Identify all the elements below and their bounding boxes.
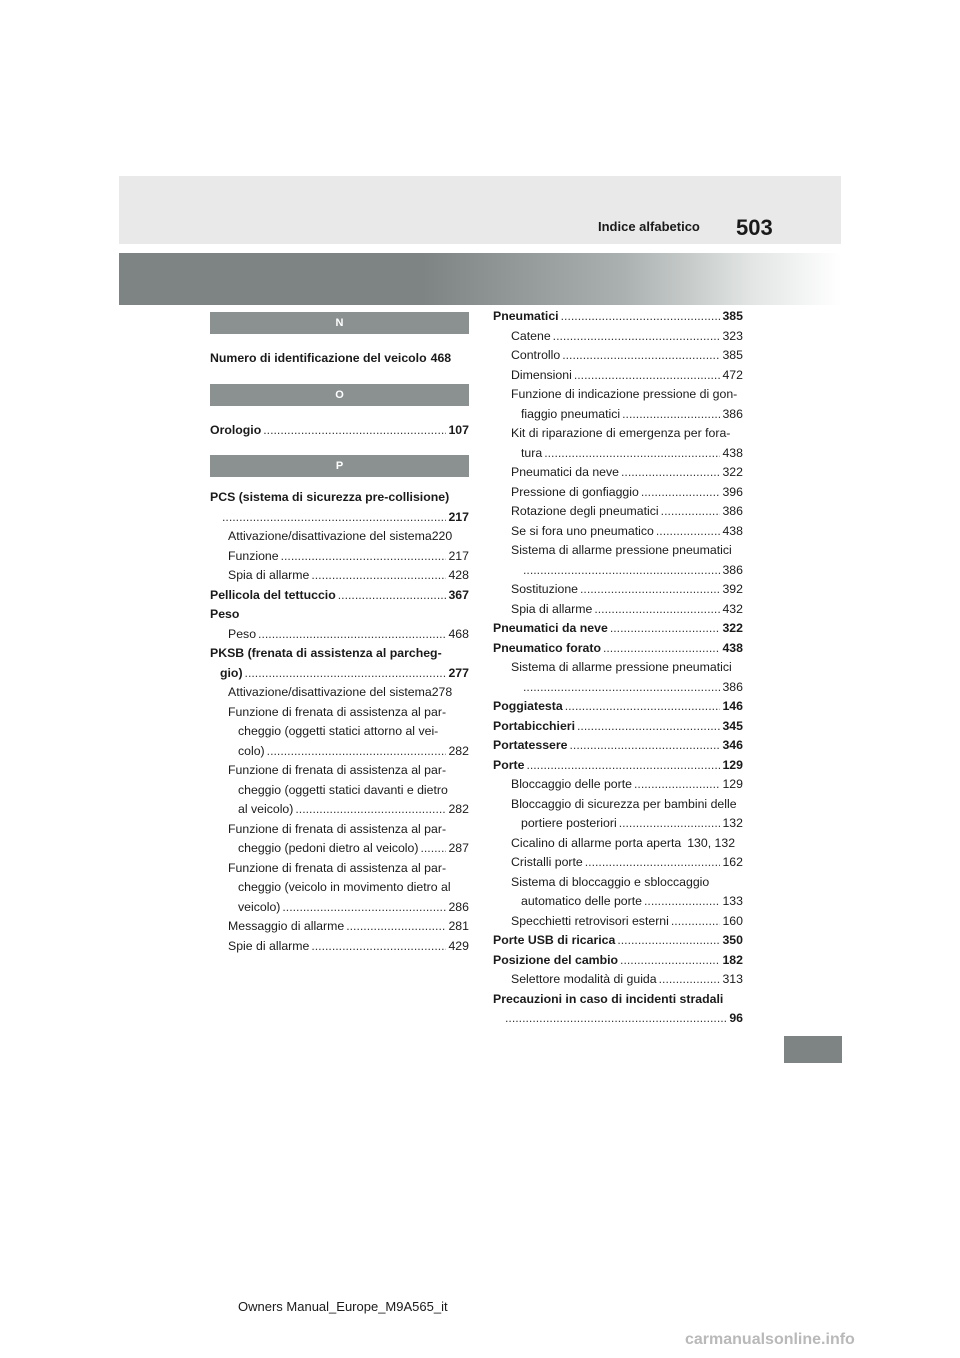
index-subentry: Sistema di bloccaggio e sbloccaggio [511, 874, 710, 889]
index-subentry: Specchietti retrovisori esterni ..... 160 [493, 912, 743, 932]
index-subentry: Funzione di frenata di assistenza al par- [228, 763, 447, 777]
index-subentry: Spia di allarme ..... 428 [210, 566, 469, 586]
index-subentry-continued: tura ..... 438 [493, 444, 743, 464]
index-entry: Poggiatesta ..... 146 [493, 697, 743, 717]
index-entry: Orologio ..... 107 [210, 421, 469, 441]
index-subentry: Dimensioni ..... 472 [493, 366, 743, 386]
index-entry: Peso [210, 607, 240, 621]
index-entry: PCS (sistema di sicurezza pre-collisione) [210, 490, 450, 504]
index-subentry: Bloccaggio delle porte ..... 129 [493, 775, 743, 795]
index-entry: Porte ..... 129 [493, 756, 743, 776]
index-entry: Precauzioni in caso di incidenti stradali [493, 991, 724, 1006]
index-entry: Porte USB di ricarica ..... 350 [493, 931, 743, 951]
index-subentry: Sistema di allarme pressione pneumatici [511, 543, 732, 557]
index-subentry-continued: colo) ..... 282 [210, 742, 469, 762]
index-subentry: Selettore modalità di guida ..... 313 [493, 970, 743, 990]
footer-text: Owners Manual_Europe_M9A565_it [238, 1299, 448, 1314]
index-subentry: Rotazione degli pneumatici ..... 386 [493, 502, 743, 522]
index-entry: PKSB (frenata di assistenza al parcheg- [210, 646, 442, 660]
index-subentry: Cicalino di allarme porta aperta 130, 132 [511, 835, 736, 850]
index-entry: Pneumatici ..... 385 [493, 307, 743, 327]
index-subentry-continued: ..... 386 [493, 678, 743, 698]
section-title: Indice alfabetico [598, 219, 700, 234]
index-subentry-continued: cheggio (oggetti statici davanti e dietro [238, 782, 448, 797]
index-subentry-continued: portiere posteriori ..... 132 [493, 814, 743, 834]
index-entry-continued: gio) ..... 277 [210, 664, 469, 684]
index-subentry: Attivazione/disattivazione del sistema 220 [228, 529, 453, 543]
watermark-text: carmanualsonline.info [685, 1331, 855, 1348]
index-entry: Portabicchieri ..... 345 [493, 717, 743, 737]
index-entry: Posizione del cambio ..... 182 [493, 951, 743, 971]
index-subentry: Attivazione/disattivazione del sistema 278 [228, 685, 453, 699]
decorative-gradient-band [119, 253, 841, 305]
index-subentry: Funzione di frenata di assistenza al par- [228, 704, 447, 719]
index-subentry: Controllo ..... 385 [493, 346, 743, 366]
index-subentry: Funzione di indicazione pressione di gon- [511, 387, 738, 401]
index-entry: Numero di identificazione del veicolo 468 [210, 351, 452, 365]
index-subentry: Funzione di frenata di assistenza al par- [228, 860, 447, 875]
index-subentry: Cristalli porte ..... 162 [493, 853, 743, 873]
index-subentry-continued: al veicolo) ..... 282 [210, 800, 469, 820]
index-subentry: Funzione di frenata di assistenza al par- [228, 821, 447, 836]
index-subentry: Spie di allarme ..... 429 [210, 937, 469, 957]
index-entry: Pneumatici da neve ..... 322 [493, 619, 743, 639]
index-subentry: Catene ..... 323 [493, 327, 743, 347]
index-subentry: Se si fora uno pneumatico ..... 438 [493, 522, 743, 542]
index-subentry-continued: cheggio (veicolo in movimento dietro al [238, 880, 451, 894]
index-subentry-continued: fiaggio pneumatici ..... 386 [493, 405, 743, 425]
letter-header-p: P [210, 455, 469, 477]
index-subentry: Pressione di gonfiaggio ..... 396 [493, 483, 743, 503]
index-subentry: Kit di riparazione di emergenza per fora- [511, 426, 731, 440]
side-thumb-tab [784, 1036, 842, 1063]
index-subentry: Pneumatici da neve ..... 322 [493, 463, 743, 483]
index-subentry-continued: cheggio (oggetti statici attorno al vei- [238, 724, 439, 738]
index-subentry: Spia di allarme ..... 432 [493, 600, 743, 620]
index-subentry: Sostituzione ..... 392 [493, 580, 743, 600]
letter-header-n: N [210, 312, 469, 334]
index-column-right [493, 307, 743, 1029]
index-entry: Pneumatico forato ..... 438 [493, 639, 743, 659]
index-entry-continued: ..... 96 [493, 1009, 743, 1029]
header-band [119, 176, 841, 244]
page-number: 503 [736, 215, 773, 240]
index-subentry-continued: automatico delle porte ..... 133 [493, 892, 743, 912]
index-column-left [210, 312, 469, 956]
index-subentry-continued: ..... 386 [493, 561, 743, 581]
index-entry: Portatessere ..... 346 [493, 736, 743, 756]
index-entry-continued: ..... 217 [210, 508, 469, 528]
index-subentry: Funzione ..... 217 [210, 547, 469, 567]
index-subentry: Messaggio di allarme ..... 281 [210, 917, 469, 937]
index-entry: Pellicola del tettuccio ..... 367 [210, 586, 469, 606]
index-subentry: Sistema di allarme pressione pneumatici [511, 660, 732, 674]
index-subentry-continued: veicolo) ..... 286 [210, 898, 469, 918]
index-subentry: Peso ..... 468 [210, 625, 469, 645]
letter-header-o: O [210, 384, 469, 406]
index-subentry: Bloccaggio di sicurezza per bambini delle [511, 796, 737, 811]
index-subentry-continued: cheggio (pedoni dietro al veicolo) ..... 287 [210, 839, 469, 859]
